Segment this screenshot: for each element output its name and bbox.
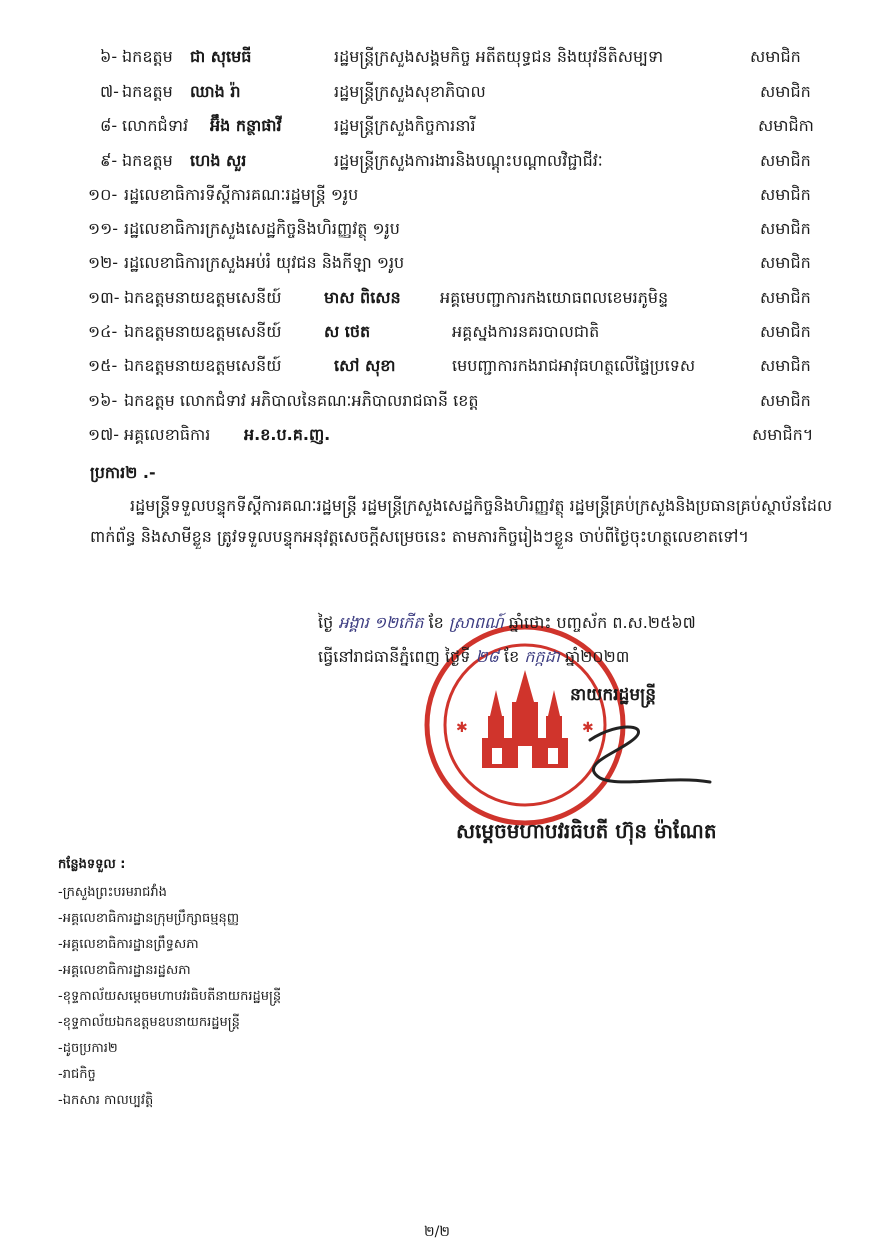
- cc-title: កន្លែងទទួល :: [58, 857, 126, 872]
- member-name: ឈាង រ៉ា: [190, 82, 241, 101]
- member-role-12: [760, 248, 811, 278]
- member-role-17: [752, 420, 813, 450]
- cc-item: -អគ្គលេខាធិការដ្ឋានព្រឹទ្ធសភា: [58, 937, 199, 952]
- member-role-11: [760, 214, 811, 244]
- cc-item: -ខុទ្ទកាល័យឯកឧត្តមឧបនាយករដ្ឋមន្ត្រី: [58, 1015, 240, 1030]
- member-position: រដ្ឋមន្ត្រីក្រសួងការងារនិងបណ្ដុះបណ្ដាលវិជ្ជាជីវៈ: [334, 151, 603, 170]
- member-number: ៧-: [100, 82, 119, 101]
- member-title: រដ្ឋលេខាធិការក្រសួងអប់រំ យុវជន និងកីឡា ១រូប: [124, 253, 405, 272]
- lunar-day: អង្គារ ១២កើត: [338, 613, 424, 632]
- member-name: ស ថេត: [324, 322, 371, 341]
- member-number: ៦-: [100, 47, 118, 66]
- lunar-month-prefix: ខែ: [428, 613, 444, 632]
- signatory-title: នាយករដ្ឋមន្ត្រី: [570, 685, 656, 705]
- member-title: ឯកឧត្តម: [122, 82, 173, 101]
- member-role: សមាជិក: [760, 151, 811, 170]
- member-title: លោកជំទាវ: [122, 116, 189, 135]
- member-role-9: [760, 146, 811, 176]
- member-name: អ.ខ.ប.គ.ញ.: [244, 425, 331, 444]
- solar-year: ឆ្នាំ២០២៣: [564, 647, 630, 666]
- svg-text:✱: ✱: [582, 720, 594, 736]
- lunar-prefix: ថ្ងៃ: [318, 613, 334, 632]
- member-role-10: [760, 180, 811, 210]
- member-title: ឯកឧត្តម: [122, 47, 173, 66]
- signatory-name: សម្ដេចមហាបវរធិបតី ហ៊ុន ម៉ាណែត: [456, 819, 717, 843]
- solar-month: កក្កដា: [524, 647, 560, 666]
- member-name: អ៊ឹង កន្ថាផាវី: [210, 116, 282, 135]
- member-title: រដ្ឋលេខាធិការក្រសួងសេដ្ឋកិច្ចនិងហិរញ្ញវត្ថុ ១រូប: [124, 219, 400, 238]
- member-role: សមាជិក: [760, 391, 811, 410]
- member-role-8: [758, 111, 814, 141]
- member-role-7: [760, 77, 811, 107]
- cc-list: [58, 880, 281, 1114]
- member-position: អគ្គមេបញ្ជាការកងយោធពលខេមរភូមិន្ទ: [440, 288, 669, 307]
- member-position: មេបញ្ជាការកងរាជអាវុធហត្ថលើផ្ទៃប្រទេស: [452, 356, 696, 375]
- member-title: ឯកឧត្តម លោកជំទាវ អភិបាលនៃគណៈអភិបាលរាជធានី ខេត្ត: [124, 391, 479, 410]
- cc-item: -ដូចប្រការ២: [58, 1041, 118, 1056]
- member-role: សមាជិក: [760, 185, 811, 204]
- member-role-15: [760, 351, 811, 381]
- member-title: រដ្ឋលេខាធិការទីស្ដីការគណៈរដ្ឋមន្ត្រី ១រូប: [124, 185, 359, 204]
- member-role-13: [760, 283, 811, 313]
- member-number: ១៦-: [88, 391, 118, 410]
- member-number: ១៤-: [88, 322, 118, 341]
- member-number: ៨-: [100, 116, 118, 135]
- member-title: ឯកឧត្តមនាយឧត្តមសេនីយ៍: [124, 288, 282, 307]
- member-number: ១៣-: [88, 288, 120, 307]
- member-role: សមាជិកា: [758, 116, 814, 135]
- member-position: រដ្ឋមន្រ្តីក្រសួងកិច្ចការនារី: [334, 116, 476, 135]
- member-role-6: [750, 42, 801, 72]
- article-heading: ប្រការ២ .-: [90, 463, 156, 482]
- place-prefix: ធ្វើនៅរាជធានីភ្នំពេញ ថ្ងៃទី: [318, 647, 471, 666]
- member-role: សមាជិក: [760, 82, 811, 101]
- member-title: ឯកឧត្តម: [122, 151, 173, 170]
- member-number: ១១-: [88, 219, 118, 238]
- lunar-date-line: [318, 612, 696, 636]
- cc-item: -រាជកិច្ច: [58, 1067, 96, 1082]
- member-role: សមាជិក: [750, 47, 801, 66]
- member-position: អគ្គស្នងការនគរបាលជាតិ: [452, 322, 600, 341]
- member-title: ឯកឧត្តមនាយឧត្តមសេនីយ៍: [124, 356, 282, 375]
- cc-item: -អគ្គលេខាធិការដ្ឋានក្រុមប្រឹក្សាធម្មនុញ្ញ: [58, 911, 240, 926]
- member-title: ឯកឧត្តមនាយឧត្តមសេនីយ៍: [124, 322, 282, 341]
- member-number: ១៥-: [88, 356, 118, 375]
- member-name: ជា សុមេធី: [190, 47, 252, 66]
- member-role: សមាជិក: [760, 356, 811, 375]
- cc-item: -ខុទ្ទកាល័យសម្ដេចមហាបវរធិបតីនាយករដ្ឋមន្ត្រី: [58, 989, 282, 1004]
- member-name: សៅ សុខា: [334, 356, 396, 375]
- member-number: ៩-: [100, 151, 118, 170]
- member-number: ១២-: [88, 253, 118, 272]
- svg-text:✱: ✱: [456, 720, 468, 736]
- cc-item: -អគ្គលេខាធិការដ្ឋានរដ្ឋសភា: [58, 963, 191, 978]
- article-body: រដ្ឋមន្រ្តីទទួលបន្ទុកទីស្ដីការគណៈរដ្ឋមន្ត្រី រដ្ឋមន្ត្រីក្រសួងសេដ្ឋកិច្ចនិងហិរញ្ញវត្ថុ រដ្ឋមន្ត្រីគ្រប់ក្រសួងនិងប្រធានគ្រប់ស្ថាប័នដែលពាក់ព័ន្ធ និងសាមីខ្លួន ត្រូវទទួលបន្ទុកអនុវត្តសេចក្ដីសម្រេចនេះ តាមភារកិច្ចរៀងៗខ្លួន ចាប់ពីថ្ងៃចុះហត្ថលេខាតទៅ។: [90, 496, 833, 546]
- cc-item: -ឯកសារ កាលប្បវត្តិ: [58, 1093, 154, 1108]
- member-number: ១៧-: [88, 425, 120, 444]
- member-role: សមាជិក។: [752, 425, 814, 444]
- signature-icon: [560, 720, 720, 790]
- lunar-month: ស្រាពណ៍: [448, 613, 504, 632]
- member-role: សមាជិក: [760, 288, 811, 307]
- page-number: ២/២: [424, 1224, 450, 1240]
- month-prefix: ខែ: [503, 647, 520, 666]
- solar-date-line: [318, 646, 629, 670]
- member-role: សមាជិក: [760, 253, 811, 272]
- member-number: ១០-: [88, 185, 118, 204]
- lunar-suffix: ឆ្នាំថោះ បញ្ចស័ក ព.ស.២៥៦៧: [508, 613, 696, 632]
- member-name: មាស ពិសេន: [324, 288, 401, 307]
- solar-day: ២៨: [475, 647, 499, 666]
- member-role-16: [760, 386, 811, 416]
- member-position: រដ្ឋមន្រ្តីក្រសួងសង្គមកិច្ច អតីតយុទ្ធជន និងយុវនីតិសម្បទា: [334, 47, 664, 66]
- member-position: រដ្ឋមន្ត្រីក្រសួងសុខាភិបាល: [334, 82, 486, 101]
- member-name: ហេង សួរ: [190, 151, 247, 170]
- cc-item: -ក្រសួងព្រះបរមរាជវាំង: [58, 885, 167, 900]
- member-role: សមាជិក: [760, 219, 811, 238]
- member-role: សមាជិក: [760, 322, 811, 341]
- member-role-14: [760, 317, 811, 347]
- member-title: អគ្គលេខាធិការ: [124, 425, 211, 444]
